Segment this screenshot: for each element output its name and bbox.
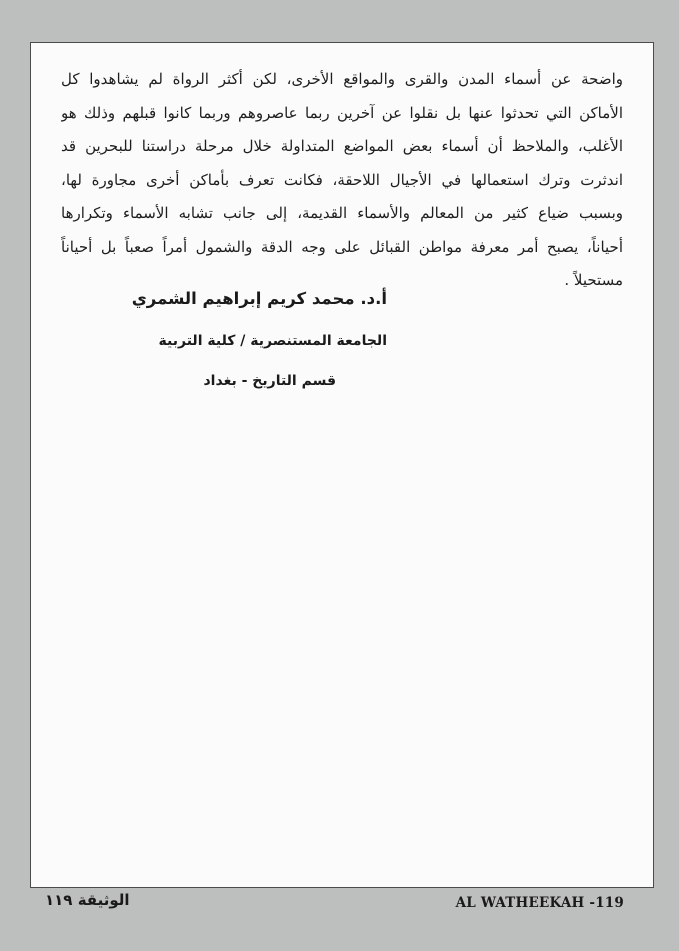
footer-arabic-page-number: الوثيقة ١١٩ (45, 891, 130, 909)
page-frame (30, 42, 654, 888)
body-line: الأغلب، والملاحظ أن أسماء بعض المواضع المتداولة خلال مرحلة دراستنا للبحرين قد (61, 137, 623, 155)
author-name: أ.د. محمد كريم إبراهيم الشمري (131, 289, 387, 308)
author-affiliation: الجامعة المستنصرية / كلية التربية (158, 333, 387, 349)
body-line: أحياناً، يصبح أمر معرفة مواطن القبائل على وجه الدقة والشمول أمراً صعباً بل أحياناً (61, 237, 623, 256)
body-line: اندثرت وترك استعمالها في الأجيال اللاحقة، فكانت تعرف بأماكن أخرى مجاورة لها، (61, 170, 623, 189)
author-department: قسم التاريخ - بغداد (203, 373, 336, 389)
body-paragraph (61, 63, 623, 298)
body-line: مستحيلاً . (564, 271, 623, 289)
footer-latin-page-number: AL WATHEEKAH -119 (455, 895, 624, 911)
body-line: واضحة عن أسماء المدن والقرى والمواقع الأخرى، لكن أكثر الرواة لم يشاهدوا كل (61, 70, 623, 88)
body-line: الأماكن التي تحدثوا عنها بل نقلوا عن آخرين ربما عاصروهم وربما كانوا قبلهم وذلك هو (61, 103, 623, 122)
body-line: وبسبب ضياع كثير من المعالم والأسماء القديمة، إلى جانب تشابه الأسماء وتكرارها (61, 204, 623, 222)
